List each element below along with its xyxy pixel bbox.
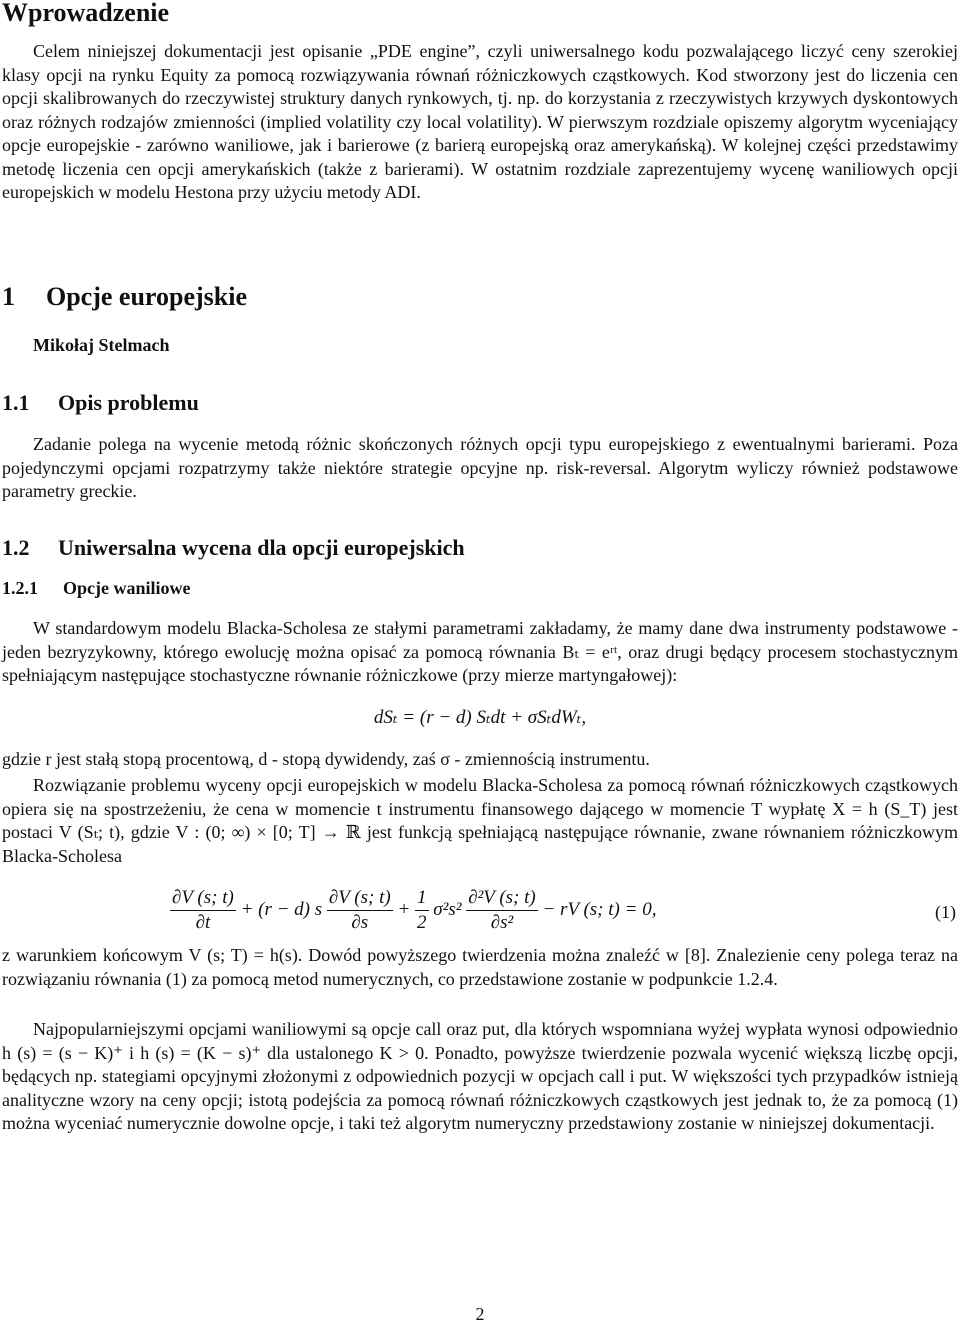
intro-heading: Wprowadzenie	[2, 0, 170, 27]
eq-term: +	[397, 898, 411, 920]
paragraph-parameters: gdzie r jest stałą stopą procentową, d - stopą dywidendy, zaś σ - zmiennością instrumentu.	[2, 749, 650, 769]
author-name: Mikołaj Stelmach	[33, 335, 170, 355]
subsection-title: Opis problemu	[58, 390, 199, 415]
equation-number: (1)	[935, 902, 956, 922]
fraction-d2v-ds2: $\frac{\text{∂²V (s; t)}}{\text{∂s²}}$	[468, 887, 536, 933]
subsection-number: 1.1	[2, 390, 30, 415]
section-number: 1	[2, 282, 15, 311]
sde-equation: dSₜ = (r − d) Sₜdt + σSₜdWₜ,	[373, 707, 587, 728]
eq-term: − rV (s; t) = 0,	[542, 898, 657, 920]
fraction-half: $\frac{1}{2}$	[417, 887, 427, 933]
subsubsection-title: Opcje waniliowe	[63, 578, 191, 598]
eq-term: + (r − d) s	[240, 898, 323, 920]
subsection-1-2-heading	[2, 535, 465, 561]
section-1-heading	[2, 282, 247, 312]
fraction-dv-ds: $\frac{\partial V (s; t)}{\partial s}$	[328, 887, 391, 933]
page-number: 2	[475, 1304, 485, 1324]
subsection-1-1-paragraph: Zadanie polega na wycenie metodą różnic skończonych różnych opcji typu europejskiego z ewentualnymi barierami. Poza pojedynczymi opcjami rozpatrzymy także niektóre strategie opcyjne np. risk-reversal. Algorytm wyliczy również podstawowe parametry greckie.	[2, 434, 958, 501]
subsubsection-number: 1.2.1	[2, 578, 38, 598]
subsection-number: 1.2	[2, 535, 30, 560]
subsection-title: Uniwersalna wycena dla opcji europejskich	[58, 535, 465, 560]
paragraph-black-scholes-setup: W standardowym modelu Blacka-Scholesa ze stałymi parametrami zakładamy, że mamy dane dwa instrumenty podstawowe - jeden bezryzykowny, którego ewolucję można opisać za pomocą równania Bₜ = eʳᵗ, oraz drugi będący procesem stochastycznym spełniającym następujące stochastyczne równanie różniczkowe (przy mierze martyngałowej):	[2, 618, 958, 685]
paragraph-terminal-condition: z warunkiem końcowym V (s; T) = h(s). Dowód powyższego twierdzenia można znaleźć w [8]. Znalezienie ceny polega teraz na rozwiązaniu równania (1) za pomocą metod numerycznych, co przedstawione zostanie w podpunkcie 1.2.4.	[2, 945, 958, 989]
section-title: Opcje europejskie	[46, 282, 247, 311]
black-scholes-equation	[170, 886, 790, 942]
subsubsection-1-2-1-heading	[2, 578, 191, 599]
fraction-dv-dt: $\frac{\partial V (s; t)}{\partial t}$	[172, 887, 234, 933]
subsection-1-1-heading	[2, 390, 199, 416]
paragraph-vanilla-options: Najpopularniejszymi opcjami waniliowymi są opcje call oraz put, dla których wspomniana wyżej wypłata wynosi odpowiednio h (s) = (s − K)⁺ i h (s) = (K − s)⁺ dla ustalonego K > 0. Ponadto, powyższe twierdzenie pozwala wycenić większą liczbę opcji, będących np. stategiami opcyjnymi złożonymi z odpowiednich pozycji w opcjach call i put. W większości tych przypadków istnieją analityczne wzory na ceny opcji; istotą podejścia za pomocą równań różniczkowych cząstkowych jest jednak to, że za pomocą (1) można wyceniać numerycznie dowolne opcje, i taki też algorytm numeryczny przedstawiony zostanie w niniejszej dokumentacji.	[2, 1019, 958, 1133]
eq-term: σ²s²	[433, 898, 462, 920]
intro-paragraph: Celem niniejszej dokumentacji jest opisanie „PDE engine”, czyli uniwersalnego kodu pozwalającego liczyć ceny szerokiej klasy opcji na rynku Equity za pomocą rozwiązywania równań różniczkowych cząstkowych. Kod stworzony jest do liczenia cen opcji skalibrowanych do rzeczywistej struktury danych rynkowych, tj. np. do korzystania z rzeczywistych krzywych dyskontowych oraz różnych rodzajów zmienności (implied volatility czy local volatility). W pierwszym rozdziale opiszemy algorytm wyceniający opcje europejskie - zarówno waniliowe, jak i barierowe (z barierą europejską oraz amerykańską). W kolejnej części przedstawimy metodę liczenia cen opcji amerykańskich (także z barierami). W ostatnim rozdziale zaprezentujemy wycenę waniliowych opcji europejskich w modelu Hestona przy użyciu metody ADI.	[2, 41, 958, 202]
paragraph-pde-intro: Rozwiązanie problemu wyceny opcji europejskich w modelu Blacka-Scholesa za pomocą równań różniczkowych cząstkowych opiera się na spostrzeżeniu, że cena w momencie t instrumentu finansowego dającego w momencie T wypłatę X = h (S_T) jest postaci V (Sₜ; t), gdzie V : (0; ∞) × [0; T] → ℝ jest funkcją spełniającą następujące równanie, zwane równaniem różniczkowym Blacka-Scholesa	[2, 775, 958, 866]
